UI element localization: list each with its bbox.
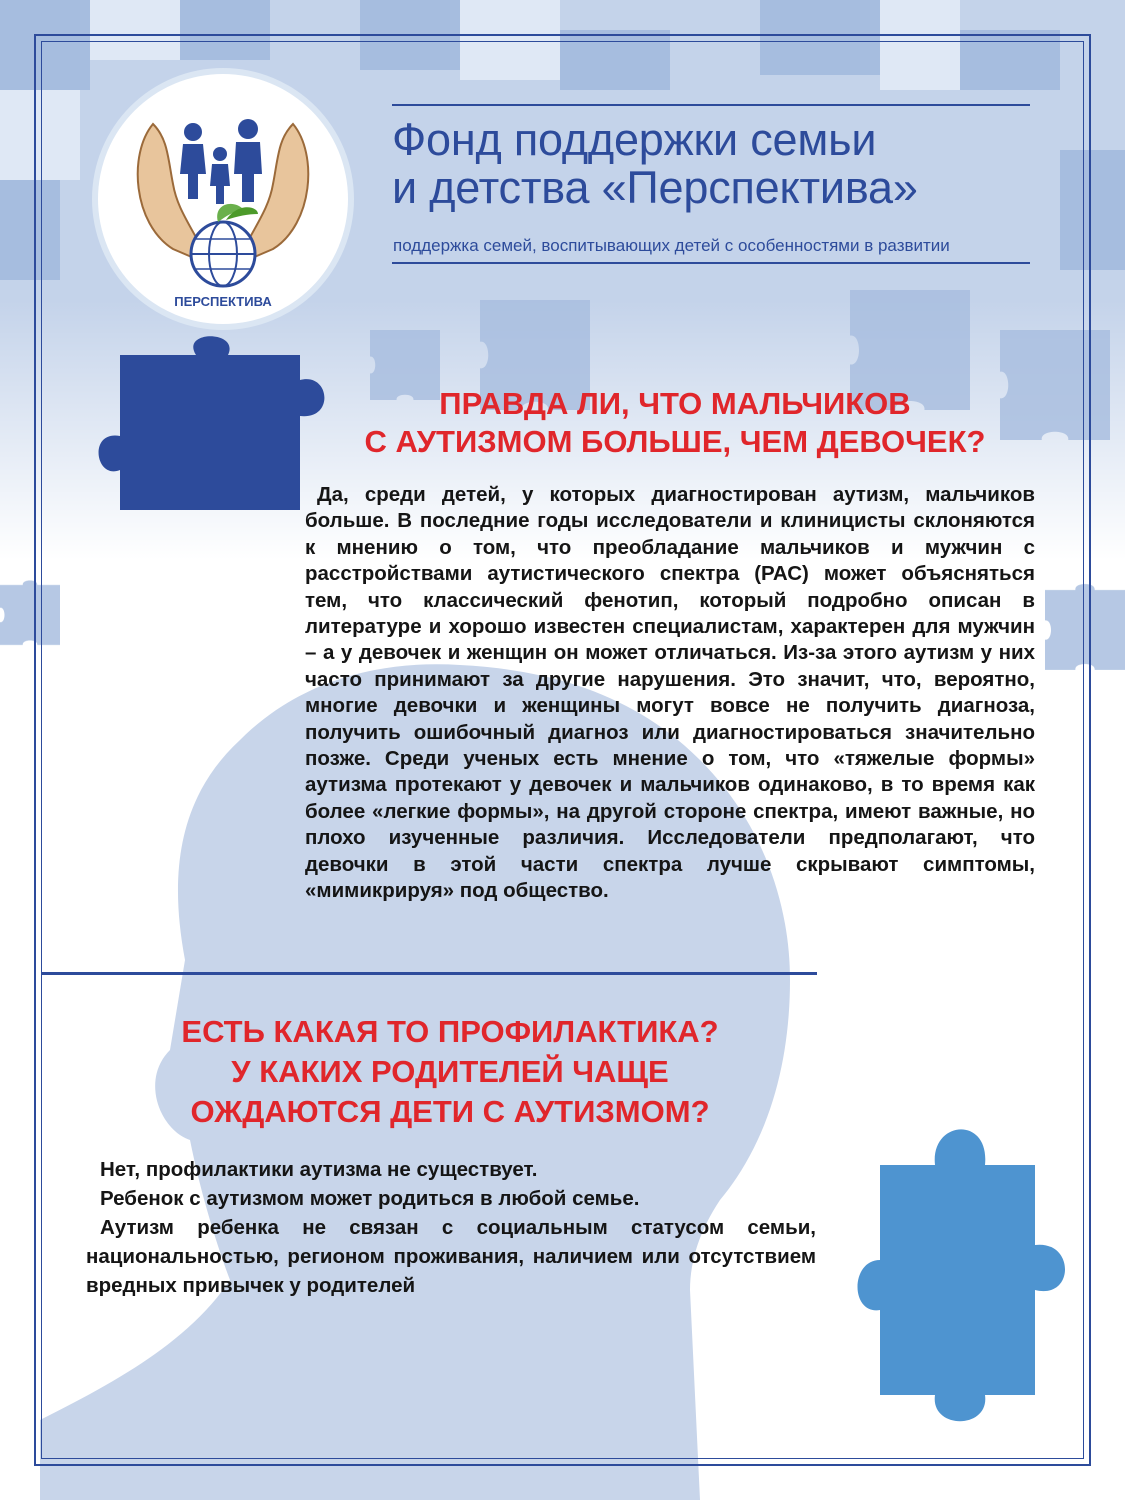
logo-text: ПЕРСПЕКТИВА <box>174 294 272 309</box>
family-icon <box>180 119 262 204</box>
question-2-heading <box>160 1012 740 1132</box>
answer-1-text: Да, среди детей, у которых диагностирован аутизм, мальчиков больше. В последние годы исследователи и клиницисты склоняются к мнению о том, что преобладание мальчиков и мужчин с расстройствами аутистического спектра (РАС) может объясняться тем, что классический фенотип, который подробно описан в литературе и хорошо известен специалистам, характерен для мужчин – а у девочек и женщин он может отличаться. Из-за этого аутизм у них часто принимают за другие нарушения. Это значит, что, вероятно, многие девочки и женщины могут вовсе не получить диагноза, получить ошибочный диагноз или диагностироваться значительно позже. Среди ученых есть мнение о том, что «тяжелые формы» аутизма протекают у девочек и мальчиков одинаково, в то время как более «легкие формы», на другой стороне спектра, имеют важные, но плохо изученные различия. Исследователи предполагают, что девочки в этой части спектра лучше скрывают симптомы, «мимикрируя» под общество. <box>305 483 1035 903</box>
answer-2-text <box>86 1155 816 1300</box>
title-line-2: и детства «Перспектива» <box>392 162 918 213</box>
answer-2-paragraph: Нет, профилактики аутизма не существует. <box>100 1158 538 1181</box>
question-1-line-2: С АУТИЗМОМ БОЛЬШЕ, ЧЕМ ДЕВОЧЕК? <box>364 424 986 459</box>
header-bottom-rule <box>392 262 1030 264</box>
question-1-heading <box>330 385 1020 461</box>
answer-2-paragraph: Ребенок с аутизмом может родиться в любой семье. <box>100 1187 640 1210</box>
header-top-rule <box>392 104 1030 106</box>
question-2-line-2: У КАКИХ РОДИТЕЛЕЙ ЧАЩЕ <box>231 1054 669 1089</box>
question-2-line-3: ОЖДАЮТСЯ ДЕТИ С АУТИЗМОМ? <box>190 1094 710 1129</box>
question-2-line-1: ЕСТЬ КАКАЯ ТО ПРОФИЛАКТИКА? <box>181 1014 719 1049</box>
section-divider <box>41 972 817 975</box>
page-title <box>392 116 1052 212</box>
foundation-logo <box>98 74 348 324</box>
answer-2-paragraph: Аутизм ребенка не связан с социальным статусом семьи, национальностью, регионом проживания, наличием или отсутствием вредных привычек у родителей <box>86 1216 816 1297</box>
page-subtitle: поддержка семей, воспитывающих детей с особенностями в развитии <box>393 236 950 255</box>
title-line-1: Фонд поддержки семьи <box>392 114 877 165</box>
question-1-line-1: ПРАВДА ЛИ, ЧТО МАЛЬЧИКОВ <box>439 386 911 421</box>
